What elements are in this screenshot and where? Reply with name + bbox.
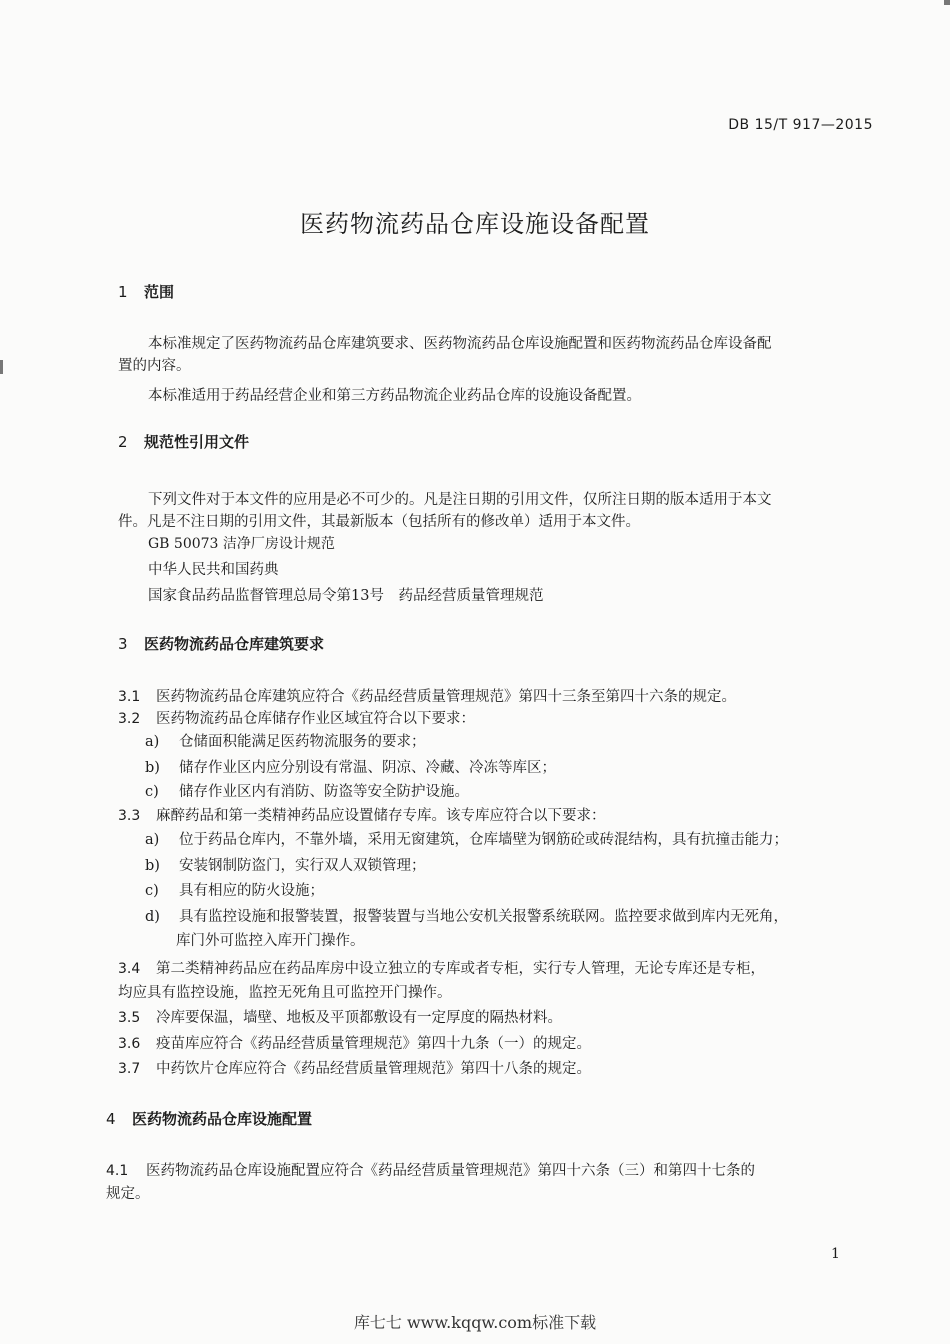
document-title: 医药物流药品仓库设施设备配置 bbox=[300, 210, 650, 238]
section-title: 范围 bbox=[144, 283, 175, 301]
list-item-continuation: 库门外可监控入库开门操作。 bbox=[176, 933, 365, 949]
clause-3-5: 3.5 冷库要保温，墙壁、地板及平顶都敷设有一定厚度的隔热材料。 bbox=[118, 1010, 562, 1026]
section-3-heading bbox=[118, 633, 324, 654]
section-title: 医药物流药品仓库建筑要求 bbox=[144, 635, 325, 653]
clause-3-1: 3.1 医药物流药品仓库建筑应符合《药品经营质量管理规范》第四十三条至第四十六条的规定。 bbox=[118, 689, 736, 705]
clause-4-1: 4.1 医药物流药品仓库设施配置应符合《药品经营质量管理规范》第四十六条（三）和第四十七条的 bbox=[106, 1163, 755, 1179]
section-title: 规范性引用文件 bbox=[144, 433, 250, 451]
standard-code: DB 15/T 917—2015 bbox=[728, 117, 873, 133]
scan-corner-mark bbox=[944, 0, 950, 5]
scan-edge-mark bbox=[0, 360, 3, 374]
section-number: 3 bbox=[118, 635, 128, 653]
page-number: 1 bbox=[831, 1246, 840, 1262]
section-1-heading bbox=[118, 281, 174, 302]
list-item: a) 仓储面积能满足医药物流服务的要求； bbox=[145, 734, 426, 750]
reference-item: GB 50073 洁净厂房设计规范 bbox=[148, 536, 335, 552]
list-item: a) 位于药品仓库内，不靠外墙，采用无窗建筑，仓库墙壁为钢筋砼或砖混结构，具有抗撞击能力； bbox=[145, 832, 788, 848]
list-item: c) 储存作业区内有消防、防盗等安全防护设施。 bbox=[145, 784, 469, 800]
section-number: 1 bbox=[118, 283, 128, 301]
list-item: b) 安装钢制防盗门，实行双人双锁管理； bbox=[145, 858, 426, 874]
clause-3-7: 3.7 中药饮片仓库应符合《药品经营质量管理规范》第四十八条的规定。 bbox=[118, 1061, 591, 1077]
section-number: 4 bbox=[106, 1110, 116, 1128]
footer-watermark: 库七七 www.kqqw.com标准下载 bbox=[353, 1313, 597, 1332]
section-1-paragraph-2: 本标准适用于药品经营企业和第三方药品物流企业药品仓库的设施设备配置。 bbox=[148, 388, 641, 404]
clause-4-1-continuation: 规定。 bbox=[106, 1186, 150, 1202]
section-number: 2 bbox=[118, 433, 128, 451]
list-item: d) 具有监控设施和报警装置，报警装置与当地公安机关报警系统联网。监控要求做到库内无死角， bbox=[145, 909, 788, 925]
clause-3-3: 3.3 麻醉药品和第一类精神药品应设置储存专库。该专库应符合以下要求： bbox=[118, 808, 606, 824]
list-item: b) 储存作业区内应分别设有常温、阴凉、冷藏、冷冻等库区； bbox=[145, 760, 556, 776]
section-1-paragraph-1: 本标准规定了医药物流药品仓库建筑要求、医药物流药品仓库设施配置和医药物流药品仓库设备配 置的内容。 bbox=[118, 336, 772, 374]
clause-3-4-continuation: 均应具有监控设施，监控无死角且可监控开门操作。 bbox=[118, 985, 452, 1001]
clause-3-2: 3.2 医药物流药品仓库储存作业区域宜符合以下要求： bbox=[118, 711, 475, 727]
section-2-paragraph-1: 下列文件对于本文件的应用是必不可少的。凡是注日期的引用文件，仅所注日期的版本适用于本文 件。凡是不注日期的引用文件，其最新版本（包括所有的修改单）适用于本文件。 bbox=[118, 492, 772, 530]
reference-item: 中华人民共和国药典 bbox=[148, 562, 279, 578]
clause-3-4: 3.4 第二类精神药品应在药品库房中设立独立的专库或者专柜，实行专人管理，无论专库还是专柜， bbox=[118, 961, 765, 977]
clause-3-6: 3.6 疫苗库应符合《药品经营质量管理规范》第四十九条（一）的规定。 bbox=[118, 1036, 591, 1052]
section-2-heading bbox=[118, 431, 249, 452]
list-item: c) 具有相应的防火设施； bbox=[145, 883, 324, 899]
section-title: 医药物流药品仓库设施配置 bbox=[132, 1110, 313, 1128]
section-4-heading bbox=[106, 1108, 312, 1129]
reference-item: 国家食品药品监督管理总局令第13号 药品经营质量管理规范 bbox=[148, 588, 544, 604]
